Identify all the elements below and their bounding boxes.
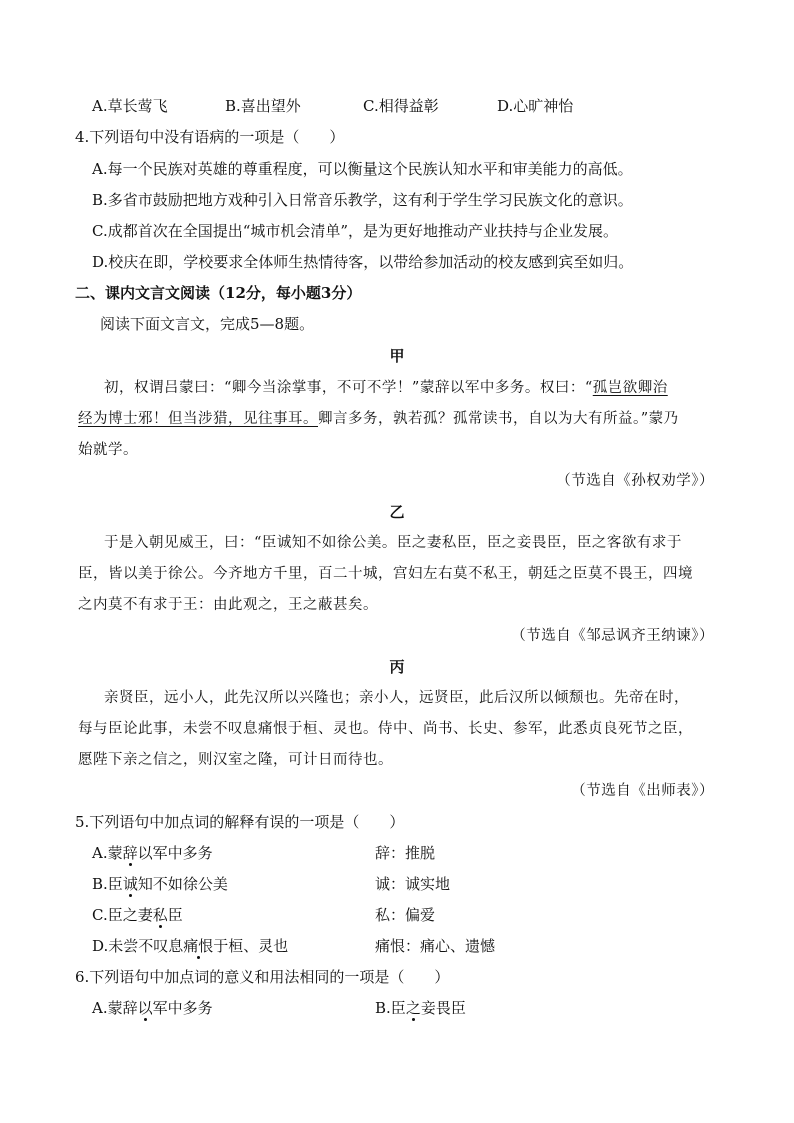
q5-gloss-a: 辞：推脱 bbox=[375, 844, 436, 862]
q5-gloss-b: 诚：诚实地 bbox=[375, 875, 451, 893]
q5-gloss-c: 私：偏爱 bbox=[375, 906, 436, 924]
q3-option-d: D.心旷神怡 bbox=[497, 97, 574, 115]
q4-option-b: B.多省市鼓励把地方戏种引入日常音乐教学，这有利于学生学习民族文化的意识。 bbox=[92, 191, 633, 209]
passage-jia-line-1-text: 初，权谓吕蒙曰：“卿今当涂掌事，不可不学！”蒙辞以军中多务。权曰：“ bbox=[104, 380, 593, 396]
q5-option-a: A.蒙辞以军中多务 bbox=[92, 844, 213, 862]
q6-stem: 6.下列语句中加点词的意义和用法相同的一项是（ ） bbox=[75, 968, 450, 986]
q5-gloss-d: 痛恨：痛心、遗憾 bbox=[375, 937, 496, 955]
passage-jia-underline-1: 孤岂欲卿治 bbox=[592, 380, 668, 396]
q6-option-b: B.臣之妾畏臣 bbox=[375, 999, 466, 1017]
q5-c-dotted-word: 私 bbox=[152, 906, 168, 924]
passage-bing-line-2: 每与臣论此事，未尝不叹息痛恨于桓、灵也。侍中、尚书、长史、参军，此悉贞良死节之臣， bbox=[78, 721, 693, 737]
passage-bing-source: （节选自《出师表》） bbox=[571, 783, 714, 799]
passage-jia-line-3: 始就学。 bbox=[78, 442, 138, 458]
passage-jia-title: 甲 bbox=[389, 347, 405, 365]
q3-option-c: C.相得益彰 bbox=[363, 97, 439, 115]
passage-yi-line-2: 臣，皆以美于徐公。今齐地方千里，百二十城，宫妇左右莫不私王，朝廷之臣莫不畏王，四境 bbox=[78, 566, 693, 582]
q6-b-dotted-word: 之 bbox=[405, 999, 421, 1017]
q3-option-a: A.草长莺飞 bbox=[92, 97, 168, 115]
passage-yi-source: （节选自《邹忌讽齐王纳谏》） bbox=[511, 628, 714, 644]
q6-a-dotted-word: 以 bbox=[137, 999, 153, 1017]
passage-jia-line-1 bbox=[104, 378, 668, 398]
q6-option-a: A.蒙辞以军中多务 bbox=[92, 999, 213, 1017]
q5-stem: 5.下列语句中加点词的解释有误的一项是（ ） bbox=[75, 813, 405, 831]
q5-b-dotted-word: 诚 bbox=[122, 875, 138, 893]
passage-bing-line-1: 亲贤臣，远小人，此先汉所以兴隆也；亲小人，远贤臣，此后汉所以倾颓也。先帝在时， bbox=[104, 690, 689, 706]
passage-jia-line-2 bbox=[78, 409, 679, 429]
q4-option-d: D.校庆在即，学校要求全体师生热情待客，以带给参加活动的校友感到宾至如归。 bbox=[92, 253, 634, 271]
q5-option-b: B.臣诚知不如徐公美 bbox=[92, 875, 228, 893]
passage-yi-title: 乙 bbox=[389, 503, 405, 521]
passage-bing-title: 丙 bbox=[389, 658, 405, 676]
q4-option-a: A.每一个民族对英雄的尊重程度，可以衡量这个民族认知水平和审美能力的高低。 bbox=[92, 160, 633, 178]
q5-a-dotted-word: 辞 bbox=[122, 844, 138, 862]
passage-jia-source: （节选自《孙权劝学》） bbox=[556, 473, 714, 489]
passage-yi-line-3: 之内莫不有求于王：由此观之，王之蔽甚矣。 bbox=[78, 597, 378, 613]
q3-option-b: B.喜出望外 bbox=[225, 97, 301, 115]
q4-stem: 4.下列语句中没有语病的一项是（ ） bbox=[75, 128, 345, 146]
passage-yi-line-1: 于是入朝见威王，曰：“臣诚知不如徐公美。臣之妻私臣，臣之妾畏臣，臣之客欲有求于 bbox=[104, 535, 682, 551]
q5-d-dotted-word: 痛恨 bbox=[183, 937, 214, 955]
section-heading: 二、课内文言文阅读（12分，每小题3分） bbox=[75, 284, 362, 302]
passage-jia-line-2-text: 卿言多务，孰若孤？孤常读书，自以为大有所益。”蒙乃 bbox=[318, 411, 679, 427]
section-instruction: 阅读下面文言文，完成5—8题。 bbox=[100, 315, 315, 333]
passage-bing-line-3: 愿陛下亲之信之，则汉室之隆，可计日而待也。 bbox=[78, 752, 393, 768]
q4-option-c: C.成都首次在全国提出“城市机会清单”，是为更好地推动产业扶持与企业发展。 bbox=[92, 222, 619, 240]
q5-option-d: D.未尝不叹息痛恨于桓、灵也 bbox=[92, 937, 289, 955]
passage-jia-underline-2: 经为博士邪！但当涉猎，见往事耳。 bbox=[78, 411, 318, 427]
q5-option-c: C.臣之妻私臣 bbox=[92, 906, 183, 924]
